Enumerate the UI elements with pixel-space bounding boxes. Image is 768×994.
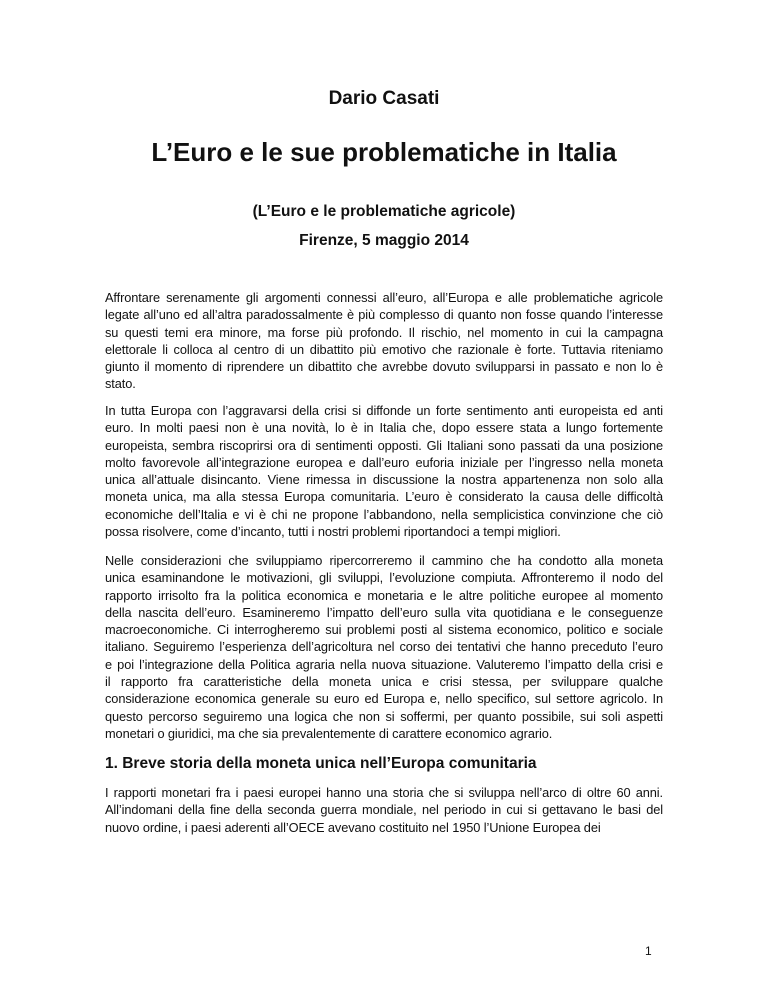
text-line: su questi temi era minore, ma forse più profondo. Il rischio, nel momento in cui la campagna (105, 324, 663, 340)
text-line: unica all’attuale disincanto. Viene rimessa in discussione la nostra appartenenza non solo alla (105, 472, 663, 488)
text-line: economiche dell’Italia e vi è chi ne propone l’abbandono, nella semplicistica convinzione che ciò (105, 506, 663, 522)
text-line: nuovo ordine, i paesi aderenti all’OECE avevano costituito nel 1950 l’Unione Europea dei (105, 819, 601, 835)
text-line: europeista, sembra riscoprirsi ora di sentimenti opposti. Gli Italiani sono passati da una posizione (105, 437, 663, 453)
text-line: rapporto irrisolto fra la politica economica e monetaria e le altre politiche europee al momento (105, 587, 663, 603)
section-heading: 1. Breve storia della moneta unica nell’Europa comunitaria (105, 755, 537, 772)
paragraph-anti-euro-sentiment (105, 402, 663, 540)
text-line: All’indomani della fine della seconda guerra mondiale, nel periodo in cui si gettavano le basi del (105, 802, 663, 818)
text-line: In tutta Europa con l’aggravarsi della crisi si diffonde un forte sentimento anti europeista ed anti (105, 403, 663, 418)
text-line: monetari o giuridici, ma che sia prevalentemente di carattere economico agrario. (105, 725, 553, 741)
text-line: italiano. Seguiremo l’esperienza dell’agricoltura nel corso dei tentativi che hanno preceduto l’euro (105, 639, 663, 655)
text-line: Affrontare serenamente gli argomenti connessi all’euro, all’Europa e alle problematiche agricole (105, 290, 663, 305)
text-line: Nelle considerazioni che sviluppiamo ripercorreremo il cammino che ha condotto alla moneta (105, 553, 663, 568)
paragraph-history (105, 784, 663, 836)
text-line: legate all’uno ed all’altra paradossalmente è più complesso di quanto non fosse quando l’interesse (105, 307, 663, 323)
text-line: stato. (105, 376, 136, 392)
text-line: I rapporti monetari fra i paesi europei hanno una storia che si sviluppa nell’arco di oltre 60 anni. (105, 785, 663, 800)
paragraph-intro (105, 289, 663, 393)
text-line: il rapporto fra caratteristiche della moneta unica e crisi stessa, per sviluppare qualche (105, 674, 663, 690)
author-name: Dario Casati (328, 88, 440, 109)
document-subtitle: (L’Euro e le problematiche agricole) (252, 203, 516, 220)
text-line: elettorale li colloca al centro di un dibattito più emotivo che razionale è forte. Tuttavia riteniamo (105, 341, 663, 357)
text-line: e poi l’integrazione della Politica agraria nella nuova situazione. Valuteremo l’impatto della crisi e (105, 656, 663, 672)
text-line: euro. In molti paesi non è una novità, lo è in Italia che, dopo essere stata a lungo fortemente (105, 420, 663, 436)
text-line: della nascita dell’euro. Esamineremo l’impatto dell’euro sulla vita quotidiana e le conseguenze (105, 604, 663, 620)
text-line: unica esaminandone le motivazioni, gli sviluppi, l’evoluzione compiuta. Affronteremo il nodo del (105, 570, 663, 586)
text-line: considerazione economica generale su euro ed Europa e, nello specifico, sul settore agricolo. In (105, 691, 663, 707)
document-date: Firenze, 5 maggio 2014 (299, 232, 469, 249)
text-line: macroeconomiche. Ci interrogheremo sui problemi posti al sistema economico, politico e sociale (105, 622, 663, 638)
text-line: molto favorevole all’integrazione europea e dall’euro euforia iniziale per l’ingresso nella moneta (105, 454, 663, 470)
document-title: L’Euro e le sue problematiche in Italia (151, 137, 617, 167)
page-number: 1 (645, 944, 652, 958)
text-line: giunto il momento di riprendere un dibattito che avrebbe dovuto svilupparsi in passato e non lo è (105, 359, 663, 375)
text-line: moneta unica, ma alla stessa Europa comunitaria. L’euro è considerato la causa delle difficoltà (105, 489, 663, 505)
paragraph-outline (105, 552, 663, 742)
text-line: questo percorso seguiremo una logica che non si soffermi, per quanto possibile, sui soli aspetti (105, 708, 663, 724)
text-line: possa risolvere, come d’incanto, tutti i nostri problemi riportandoci a tempi migliori. (105, 524, 561, 540)
